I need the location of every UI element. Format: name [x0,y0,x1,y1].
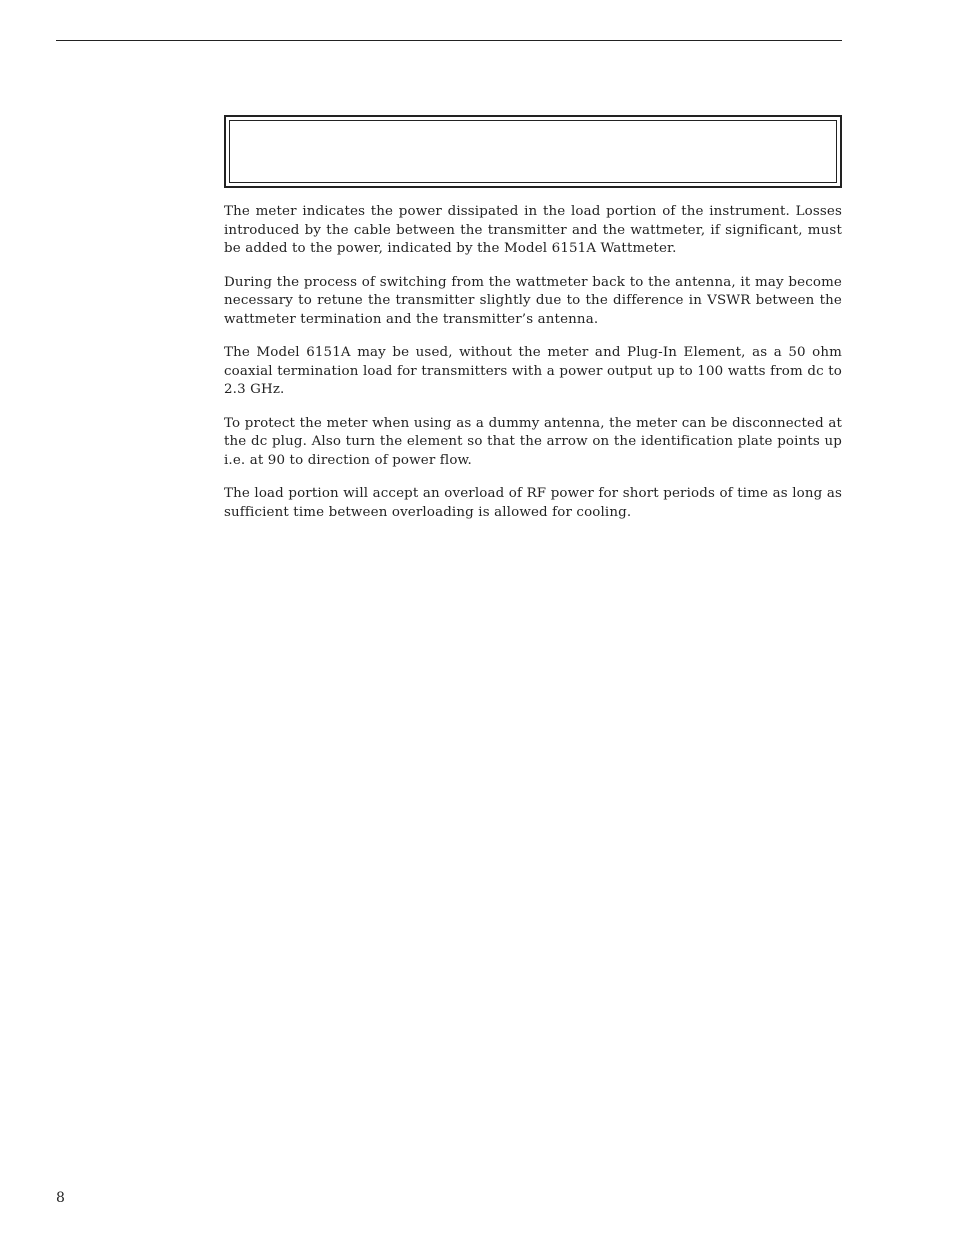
page-number: 8 [56,1190,65,1206]
note-box [224,115,842,188]
paragraph-protect-meter: To protect the meter when using as a dummy antenna, the meter can be disconnected at the dc plug. Also turn the element so that the arrow on the identification plate points up i.e. at 90 to direction of power flow. [224,415,842,468]
paragraph-meter-indication: The meter indicates the power dissipated in the load portion of the instrument. Losses introduced by the cable between the transmitter and the wattmeter, if significant, must be added to the power, indicated by the Model 6151A Wattmeter. [224,204,842,256]
note-box-inner-border [229,120,837,183]
paragraph-termination-load: The Model 6151A may be used, without the meter and Plug-In Element, as a 50 ohm coaxial termination load for transmitters with a power output up to 100 watts from dc to 2.3 GHz. [224,345,842,397]
paragraph-retune-transmitter: During the process of switching from the wattmeter back to the antenna, it may become necessary to retune the transmitter slightly due to the difference in VSWR between the wattmeter termination and the transmitter’s antenna. [224,274,842,327]
paragraph-overload: The load portion will accept an overload of RF power for short periods of time as long as sufficient time between overloading is allowed for cooling. [224,486,842,520]
header-rule [56,40,842,41]
body-text [224,203,842,537]
